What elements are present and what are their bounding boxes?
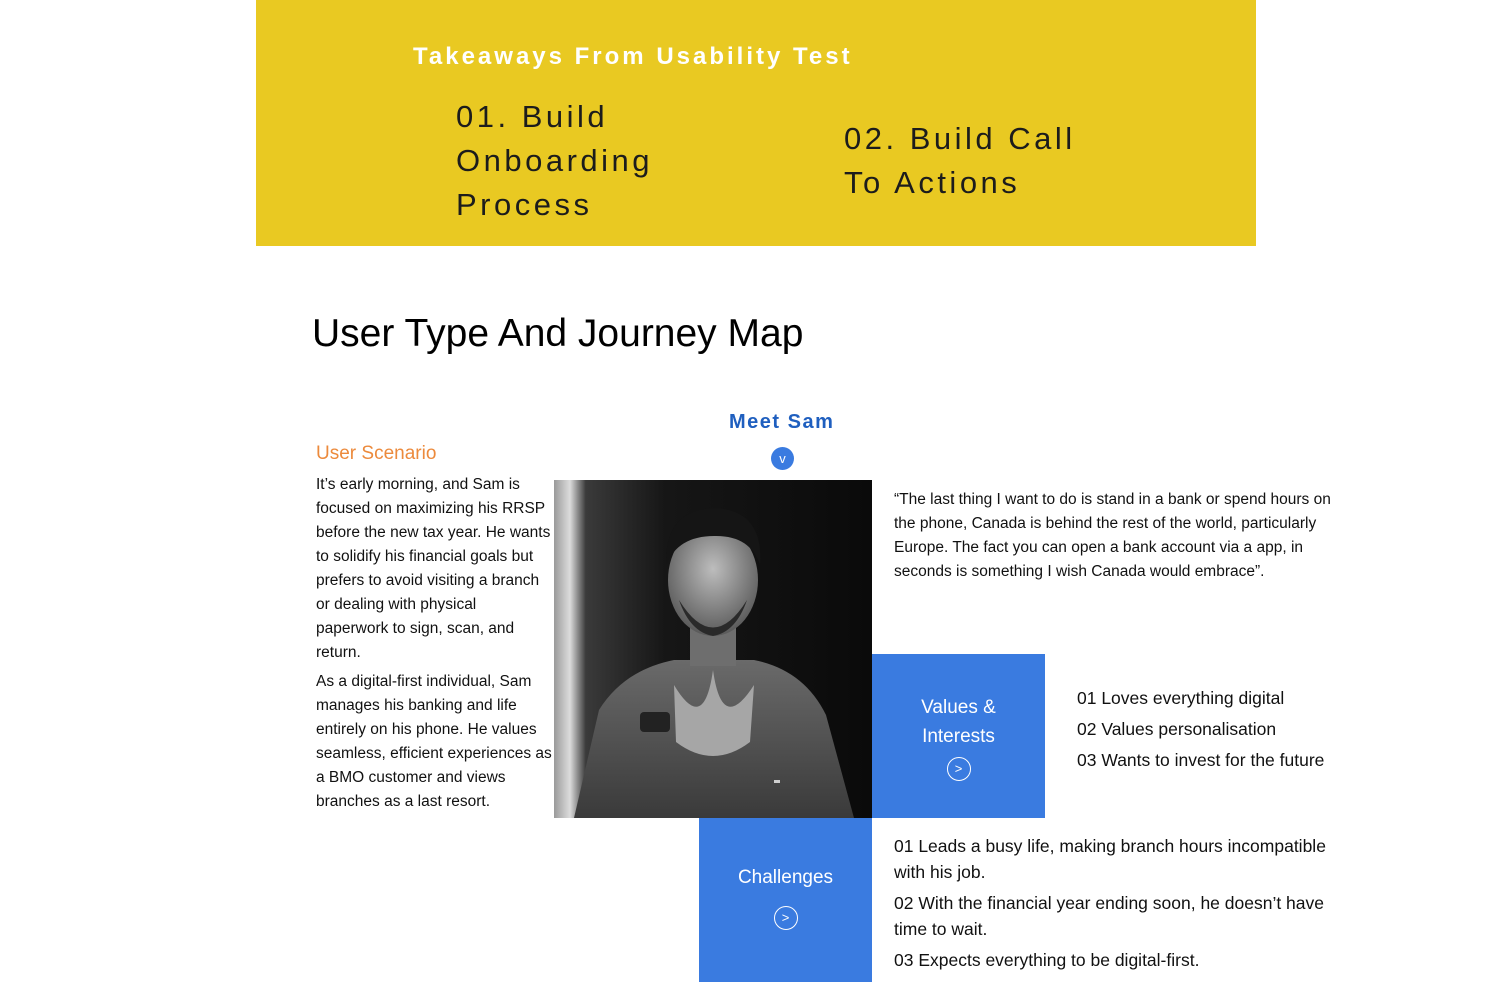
challenge-item-1: 01 Leads a busy life, making branch hours incompatible with his job.: [894, 836, 1326, 882]
meet-sam-heading: Meet Sam: [729, 411, 835, 433]
values-label-line-1: Values &: [921, 697, 996, 718]
challenges-card[interactable]: [699, 818, 872, 982]
persona-quote: “The last thing I want to do is stand in a bank or spend hours on the phone, Canada is behind the rest of the world, particularly Europe. The fact you can open a bank account via a app, in seconds is something I wish Canada would embrace”.: [894, 491, 1331, 580]
chevron-right-icon[interactable]: >: [947, 757, 971, 781]
user-scenario-title: User Scenario: [316, 443, 437, 464]
banner-title: Takeaways From Usability Test: [413, 43, 853, 70]
challenges-label: Challenges: [737, 867, 834, 888]
expand-persona-button[interactable]: v: [771, 447, 794, 470]
persona-photo: [554, 480, 872, 818]
takeaway-onboarding: 01. Build Onboarding Process: [456, 99, 654, 222]
values-label-line-2: Interests: [922, 726, 995, 747]
value-item-3: 03 Wants to invest for the future: [1077, 750, 1325, 770]
takeaway-call-to-actions: 02. Build Call To Actions: [844, 121, 1076, 200]
challenge-item-3: 03 Expects everything to be digital-first.: [894, 950, 1200, 970]
chevron-right-icon[interactable]: >: [774, 906, 798, 930]
value-item-1: 01 Loves everything digital: [1077, 688, 1285, 708]
value-item-2: 02 Values personalisation: [1077, 719, 1277, 739]
scenario-paragraph-1: It’s early morning, and Sam is focused on maximizing his RRSP before the new tax year. He wants to solidify his financial goals but prefers to avoid visiting a branch or dealing with physical paperwork to sign, scan, and return.: [316, 476, 551, 661]
section-title: User Type And Journey Map: [312, 312, 804, 355]
values-interests-card[interactable]: [872, 654, 1045, 818]
challenge-item-2: 02 With the financial year ending soon, he doesn’t have time to wait.: [894, 893, 1325, 939]
scenario-paragraph-2: As a digital-first individual, Sam manages his banking and life entirely on his phone. He values seamless, efficient experiences as a BMO customer and views branches as a last resort.: [316, 673, 552, 810]
